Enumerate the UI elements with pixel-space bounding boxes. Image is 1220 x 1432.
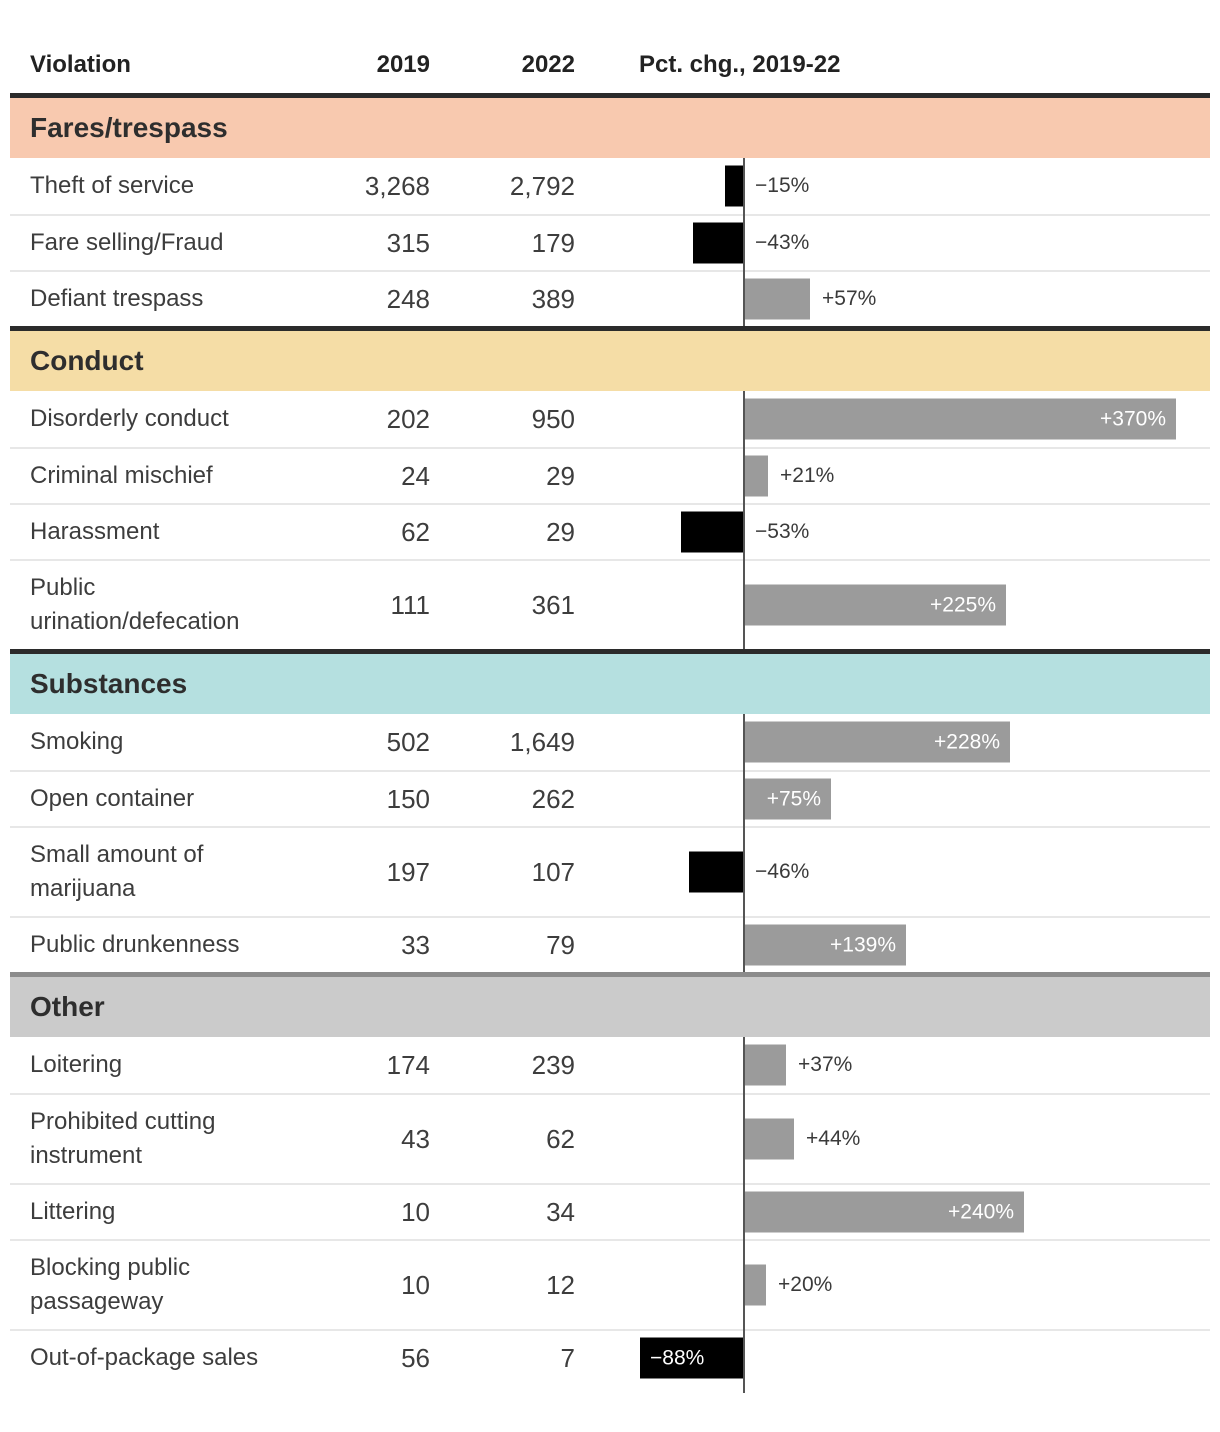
- negative-change-bar: [689, 852, 743, 893]
- pct-change-label: +225%: [930, 593, 996, 617]
- table-row: [10, 214, 1210, 270]
- pct-change-cell: [575, 226, 1210, 260]
- pct-change-label: +20%: [778, 1273, 833, 1296]
- section-rows: [10, 158, 1210, 326]
- table-row: [10, 270, 1210, 326]
- table-row: [10, 1239, 1210, 1329]
- section: [10, 649, 1210, 972]
- table-row: [10, 391, 1210, 447]
- violation-label: Littering: [30, 1198, 116, 1225]
- value-2022: 7: [560, 1343, 575, 1373]
- pct-change-cell: [575, 282, 1210, 316]
- pct-change-cell: [575, 1341, 1210, 1375]
- pct-change-label: −46%: [755, 860, 810, 883]
- section-title: Fares/trespass: [30, 112, 228, 143]
- pct-change-cell: [575, 838, 1210, 906]
- pct-change-label: +370%: [1100, 407, 1166, 431]
- zero-axis-line: [743, 714, 745, 972]
- table-row: [10, 1183, 1210, 1239]
- value-2019: 10: [401, 1270, 430, 1300]
- zero-axis-line: [743, 1037, 745, 1393]
- violation-label: Defiant trespass: [30, 285, 204, 312]
- violation-label: Theft of service: [30, 172, 195, 199]
- pct-change-label: +37%: [798, 1053, 853, 1076]
- value-2022: 29: [546, 461, 575, 491]
- value-2019: 197: [386, 857, 430, 887]
- table-row: [10, 916, 1210, 972]
- value-2022: 12: [546, 1270, 575, 1300]
- value-2022: 62: [546, 1124, 575, 1154]
- value-2019: 315: [386, 228, 430, 258]
- value-2019: 248: [386, 284, 430, 314]
- pct-change-cell: [575, 168, 1210, 204]
- value-2019: 33: [401, 930, 430, 960]
- positive-change-bar: [743, 279, 810, 320]
- pct-change-label: −43%: [755, 231, 810, 254]
- value-2022: 34: [546, 1197, 575, 1227]
- section: [10, 972, 1210, 1393]
- violation-label: Prohibited cutting instrument: [30, 1108, 216, 1169]
- positive-change-bar: [743, 399, 1176, 440]
- value-2022: 262: [531, 784, 575, 814]
- section-rows: [10, 1037, 1210, 1393]
- table-row: [10, 447, 1210, 503]
- value-2022: 79: [546, 930, 575, 960]
- negative-change-bar: [693, 223, 743, 264]
- column-header-row: [10, 0, 1210, 98]
- violation-label: Public urination/defecation: [30, 574, 240, 635]
- value-2019: 56: [401, 1343, 430, 1373]
- negative-change-bar: [640, 1338, 743, 1379]
- column-header-pct-chg: Pct. chg., 2019-22: [639, 51, 841, 78]
- violation-label: Smoking: [30, 728, 124, 755]
- positive-change-bar: [743, 1192, 1024, 1233]
- table-row: [10, 1037, 1210, 1093]
- positive-change-bar: [743, 1045, 786, 1086]
- section-title: Conduct: [30, 345, 144, 376]
- section-title: Other: [30, 991, 105, 1022]
- violation-label: Small amount of marijuana: [30, 841, 204, 902]
- pct-change-cell: [575, 515, 1210, 549]
- pct-change-label: +228%: [934, 730, 1000, 754]
- pct-change-label: −53%: [755, 520, 810, 543]
- pct-change-cell: [575, 1105, 1210, 1173]
- value-2019: 174: [386, 1050, 430, 1080]
- table-row: [10, 559, 1210, 649]
- value-2019: 3,268: [364, 171, 430, 201]
- violation-label: Blocking public passageway: [30, 1254, 191, 1315]
- column-header-violation: Violation: [30, 51, 131, 78]
- section-header: [10, 977, 1210, 1037]
- value-2022: 389: [531, 284, 575, 314]
- positive-change-bar: [743, 1265, 766, 1306]
- table-row: [10, 826, 1210, 916]
- pct-change-label: −88%: [650, 1346, 705, 1370]
- column-header-2022: 2022: [521, 51, 575, 78]
- section-rows: [10, 391, 1210, 649]
- table-row: [10, 1093, 1210, 1183]
- table-row: [10, 503, 1210, 559]
- zero-axis-line: [743, 391, 745, 649]
- violation-label: Loitering: [30, 1051, 123, 1078]
- violation-label: Harassment: [30, 518, 160, 545]
- value-2019: 24: [401, 461, 430, 491]
- positive-change-bar: [743, 456, 768, 497]
- pct-change-cell: [575, 571, 1210, 639]
- positive-change-bar: [743, 585, 1006, 626]
- value-2019: 502: [386, 727, 430, 757]
- positive-change-bar: [743, 1119, 794, 1160]
- value-2022: 239: [531, 1050, 575, 1080]
- value-2022: 179: [531, 228, 575, 258]
- violation-label: Out-of-package sales: [30, 1344, 259, 1371]
- pct-change-label: +240%: [948, 1200, 1014, 1224]
- pct-change-label: −15%: [755, 174, 810, 197]
- value-2019: 111: [390, 590, 430, 620]
- column-header-2019: 2019: [376, 51, 430, 78]
- pct-change-label: +44%: [806, 1127, 861, 1150]
- pct-change-cell: [575, 459, 1210, 493]
- value-2022: 29: [546, 517, 575, 547]
- violation-label: Open container: [30, 785, 195, 812]
- positive-change-bar: [743, 722, 1010, 763]
- table-row: [10, 158, 1210, 214]
- violation-label: Public drunkenness: [30, 931, 240, 958]
- section-rows: [10, 714, 1210, 972]
- value-2022: 1,649: [509, 727, 575, 757]
- pct-change-cell: [575, 401, 1210, 437]
- pct-change-label: +57%: [822, 287, 877, 310]
- value-2019: 10: [401, 1197, 430, 1227]
- pct-change-label: +139%: [830, 933, 896, 957]
- table-row: [10, 1329, 1210, 1385]
- value-2019: 43: [401, 1124, 430, 1154]
- violation-label: Fare selling/Fraud: [30, 229, 224, 256]
- pct-change-cell: [575, 1195, 1210, 1229]
- value-2019: 150: [386, 784, 430, 814]
- pct-change-cell: [575, 1047, 1210, 1083]
- pct-change-cell: [575, 782, 1210, 816]
- value-2022: 2,792: [509, 171, 575, 201]
- violation-label: Criminal mischief: [30, 462, 213, 489]
- positive-change-bar: [743, 779, 831, 820]
- pct-change-label: +21%: [780, 464, 835, 487]
- table-row: [10, 770, 1210, 826]
- value-2022: 950: [531, 404, 575, 434]
- section-header: [10, 654, 1210, 714]
- negative-change-bar: [681, 512, 743, 553]
- section: [10, 98, 1210, 326]
- value-2019: 62: [401, 517, 430, 547]
- pct-change-cell: [575, 724, 1210, 760]
- pct-change-cell: [575, 928, 1210, 962]
- section-title: Substances: [30, 668, 188, 699]
- violations-table: [10, 0, 1210, 1393]
- section-header: [10, 98, 1210, 158]
- positive-change-bar: [743, 925, 906, 966]
- pct-change-cell: [575, 1251, 1210, 1319]
- table-row: [10, 714, 1210, 770]
- table-body: [10, 98, 1210, 1393]
- value-2022: 361: [531, 590, 575, 620]
- negative-change-bar: [725, 166, 743, 207]
- pct-change-label: +75%: [766, 787, 821, 811]
- section: [10, 326, 1210, 649]
- value-2022: 107: [531, 857, 575, 887]
- section-header: [10, 331, 1210, 391]
- value-2019: 202: [386, 404, 430, 434]
- violation-label: Disorderly conduct: [30, 405, 229, 432]
- zero-axis-line: [743, 158, 745, 326]
